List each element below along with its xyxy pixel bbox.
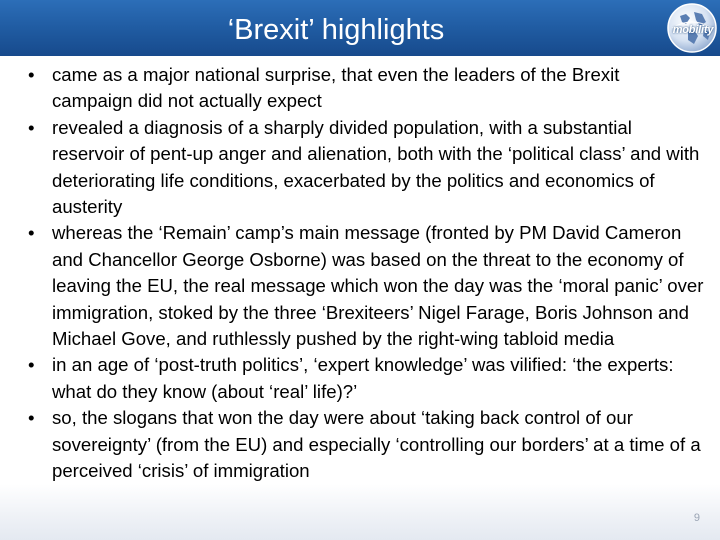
bullet-item (24, 405, 704, 484)
bullet-item (24, 115, 704, 221)
bullet-icon: • (28, 116, 35, 138)
bullet-text: whereas the ‘Remain’ camp’s main message (fronted by PM David Cameron and Chancellor George Osborne) was based on the threat to the economy of leaving the EU, the real message which won the day was the ‘moral panic’ over immigration, stoked by the three ‘Brexiteers’ Nigel Farage, Boris Johnson and Michael Gove, and ruthlessly pushed by the right-wing tabloid media (52, 222, 704, 350)
bullet-text: so, the slogans that won the day were about ‘taking back control of our sovereignty’ (from the EU) and especially ‘controlling our borders’ at a time of a perceived ‘crisis’ of immigration (52, 407, 701, 482)
slide-title: ‘Brexit’ highlights (227, 14, 445, 46)
bullet-icon: • (28, 354, 35, 376)
bullet-text: in an age of ‘post-truth politics’, ‘expert knowledge’ was vilified: ‘the experts: what do they know (about ‘real’ life)?’ (52, 354, 674, 402)
page-number: 9 (693, 512, 700, 524)
logo-text: mobility (672, 24, 714, 36)
bullet-icon: • (28, 407, 35, 429)
bullet-item (24, 220, 704, 352)
bullet-text: revealed a diagnosis of a sharply divided population, with a substantial reservoir of pent-up anger and alienation, both with the ‘political class’ and with deteriorating life conditions, exacerbated by the politics and economics of austerity (52, 116, 700, 218)
bullet-icon: • (28, 64, 35, 85)
bullet-item (24, 352, 704, 405)
bullet-text: came as a major national surprise, that even the leaders of the Brexit campaign did not actually expect (52, 64, 620, 112)
bullet-list (24, 62, 704, 485)
slide-footer (0, 484, 720, 540)
bullet-item (24, 62, 704, 115)
bullet-icon: • (28, 222, 35, 244)
